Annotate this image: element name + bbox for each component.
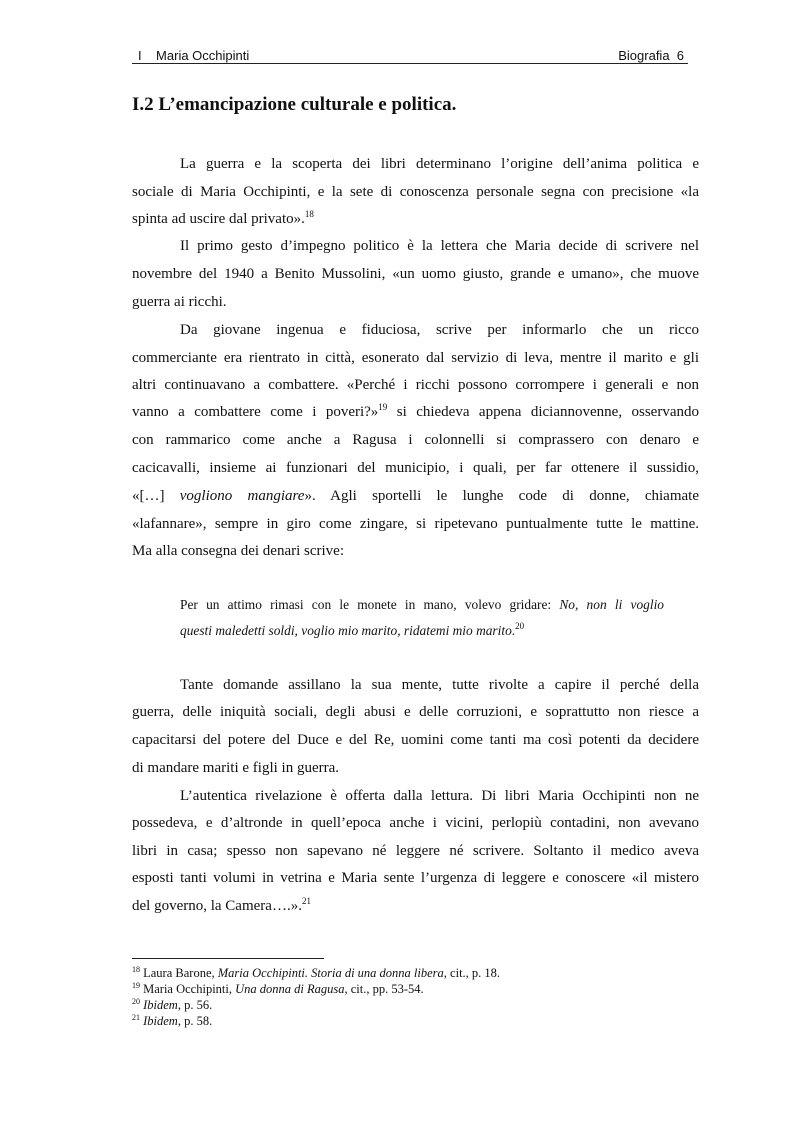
footnote-separator bbox=[132, 958, 324, 959]
paragraph-2-line: Il primo gesto d’impegno politico è la lettera che Maria decide di scrivere nel bbox=[180, 238, 699, 254]
footnote-ref: 18 bbox=[304, 209, 314, 219]
paragraph-1-line: La guerra e la scoperta dei libri determinano l’origine dell’anima politica e bbox=[180, 156, 699, 172]
paragraph-3-line: vanno a combattere come i poveri?»$^{19}$ si chiedeva appena diciannovenne, osservando bbox=[132, 402, 699, 420]
footnote-ref: 21 bbox=[301, 896, 311, 906]
page-header bbox=[132, 48, 688, 64]
footnote-ref: 20 bbox=[515, 621, 525, 631]
footnote: $^{20}$ Ibidem, p. 56. bbox=[132, 997, 213, 1012]
paragraph-3-line: altri continuavano a combattere. «Perché i ricchi possono corrompere i generali e non bbox=[132, 377, 699, 393]
footnote: $^{21}$ Ibidem, p. 58. bbox=[132, 1013, 213, 1028]
footnote: $^{18}$ Laura Barone, Maria Occhipinti. Storia di una donna libera, cit., p. 18. bbox=[132, 965, 501, 980]
paragraph-1-line: spinta ad uscire dal privato».$^{18}$ bbox=[132, 209, 314, 227]
paragraph-5-line: possedeva, e d’altronde in quell’epoca anche i vicini, perlopiù contadini, non avevano bbox=[132, 815, 699, 831]
paragraph-5-line: libri in casa; spesso non sapevano né leggere né scrivere. Soltanto il medico aveva bbox=[132, 843, 699, 859]
paragraph-4-line: guerra, delle iniquità sociali, degli abusi e delle corruzioni, e soprattutto non riesce a bbox=[132, 704, 699, 720]
header-chapter: I Maria Occhipinti bbox=[138, 48, 250, 63]
paragraph-3-line: «[…] vogliono mangiare». Agli sportelli le lunghe code di donne, chiamate bbox=[132, 488, 699, 504]
header-section-page: Biografia 6 bbox=[618, 48, 684, 63]
paragraph-3-line: Da giovane ingenua e fiduciosa, scrive per informarlo che un ricco bbox=[180, 322, 699, 338]
block-quote-line: questi maledetti soldi, voglio mio marito, ridatemi mio marito.$^{20}$ bbox=[180, 621, 525, 638]
paragraph-4-line: capacitarsi del potere del Duce e del Re, uomini come tanti ma così potenti da decidere bbox=[132, 732, 699, 748]
paragraph-1-line: sociale di Maria Occhipinti, e la sete di conoscenza personale segna con precisione «la bbox=[132, 184, 699, 200]
paragraph-5-line: esposti tanti volumi in vetrina e Maria sente l’urgenza di leggere e conoscere «il mistero bbox=[132, 870, 699, 886]
paragraph-3-line: cacicavalli, insieme ai funzionari del municipio, i quali, per far ottenere il sussidio, bbox=[132, 460, 699, 476]
paragraph-3-line: con rammarico come anche a Ragusa i colonnelli si comprassero con denaro e bbox=[132, 432, 699, 448]
footnote: $^{19}$ Maria Occhipinti, Una donna di Ragusa, cit., pp. 53-54. bbox=[132, 981, 424, 996]
section-title: I.2 L’emancipazione culturale e politica. bbox=[132, 94, 457, 115]
paragraph-3-line: «lafannare», sempre in giro come zingare, si ripetevano puntualmente tutte le mattine. bbox=[132, 516, 699, 532]
paragraph-2-line: novembre del 1940 a Benito Mussolini, «un uomo giusto, grande e umano», che muove bbox=[132, 266, 699, 282]
block-quote-line: Per un attimo rimasi con le monete in mano, volevo gridare: No, non li voglio bbox=[180, 597, 664, 612]
paragraph-4-line: Tante domande assillano la sua mente, tutte rivolte a capire il perché della bbox=[180, 677, 699, 693]
paragraph-4-line: di mandare mariti e figli in guerra. bbox=[132, 760, 340, 776]
paragraph-2-line: guerra ai ricchi. bbox=[132, 294, 227, 310]
paragraph-3-line: Ma alla consegna dei denari scrive: bbox=[132, 543, 344, 559]
paragraph-3-line: commerciante era rientrato in città, esonerato dal servizio di leva, mentre il marito e gli bbox=[132, 350, 699, 366]
paragraph-5-line: L’autentica rivelazione è offerta dalla lettura. Di libri Maria Occhipinti non ne bbox=[180, 788, 699, 804]
footnote-ref: 19 bbox=[378, 402, 388, 412]
paragraph-5-line: del governo, la Camera….».$^{21}$ bbox=[132, 896, 311, 914]
